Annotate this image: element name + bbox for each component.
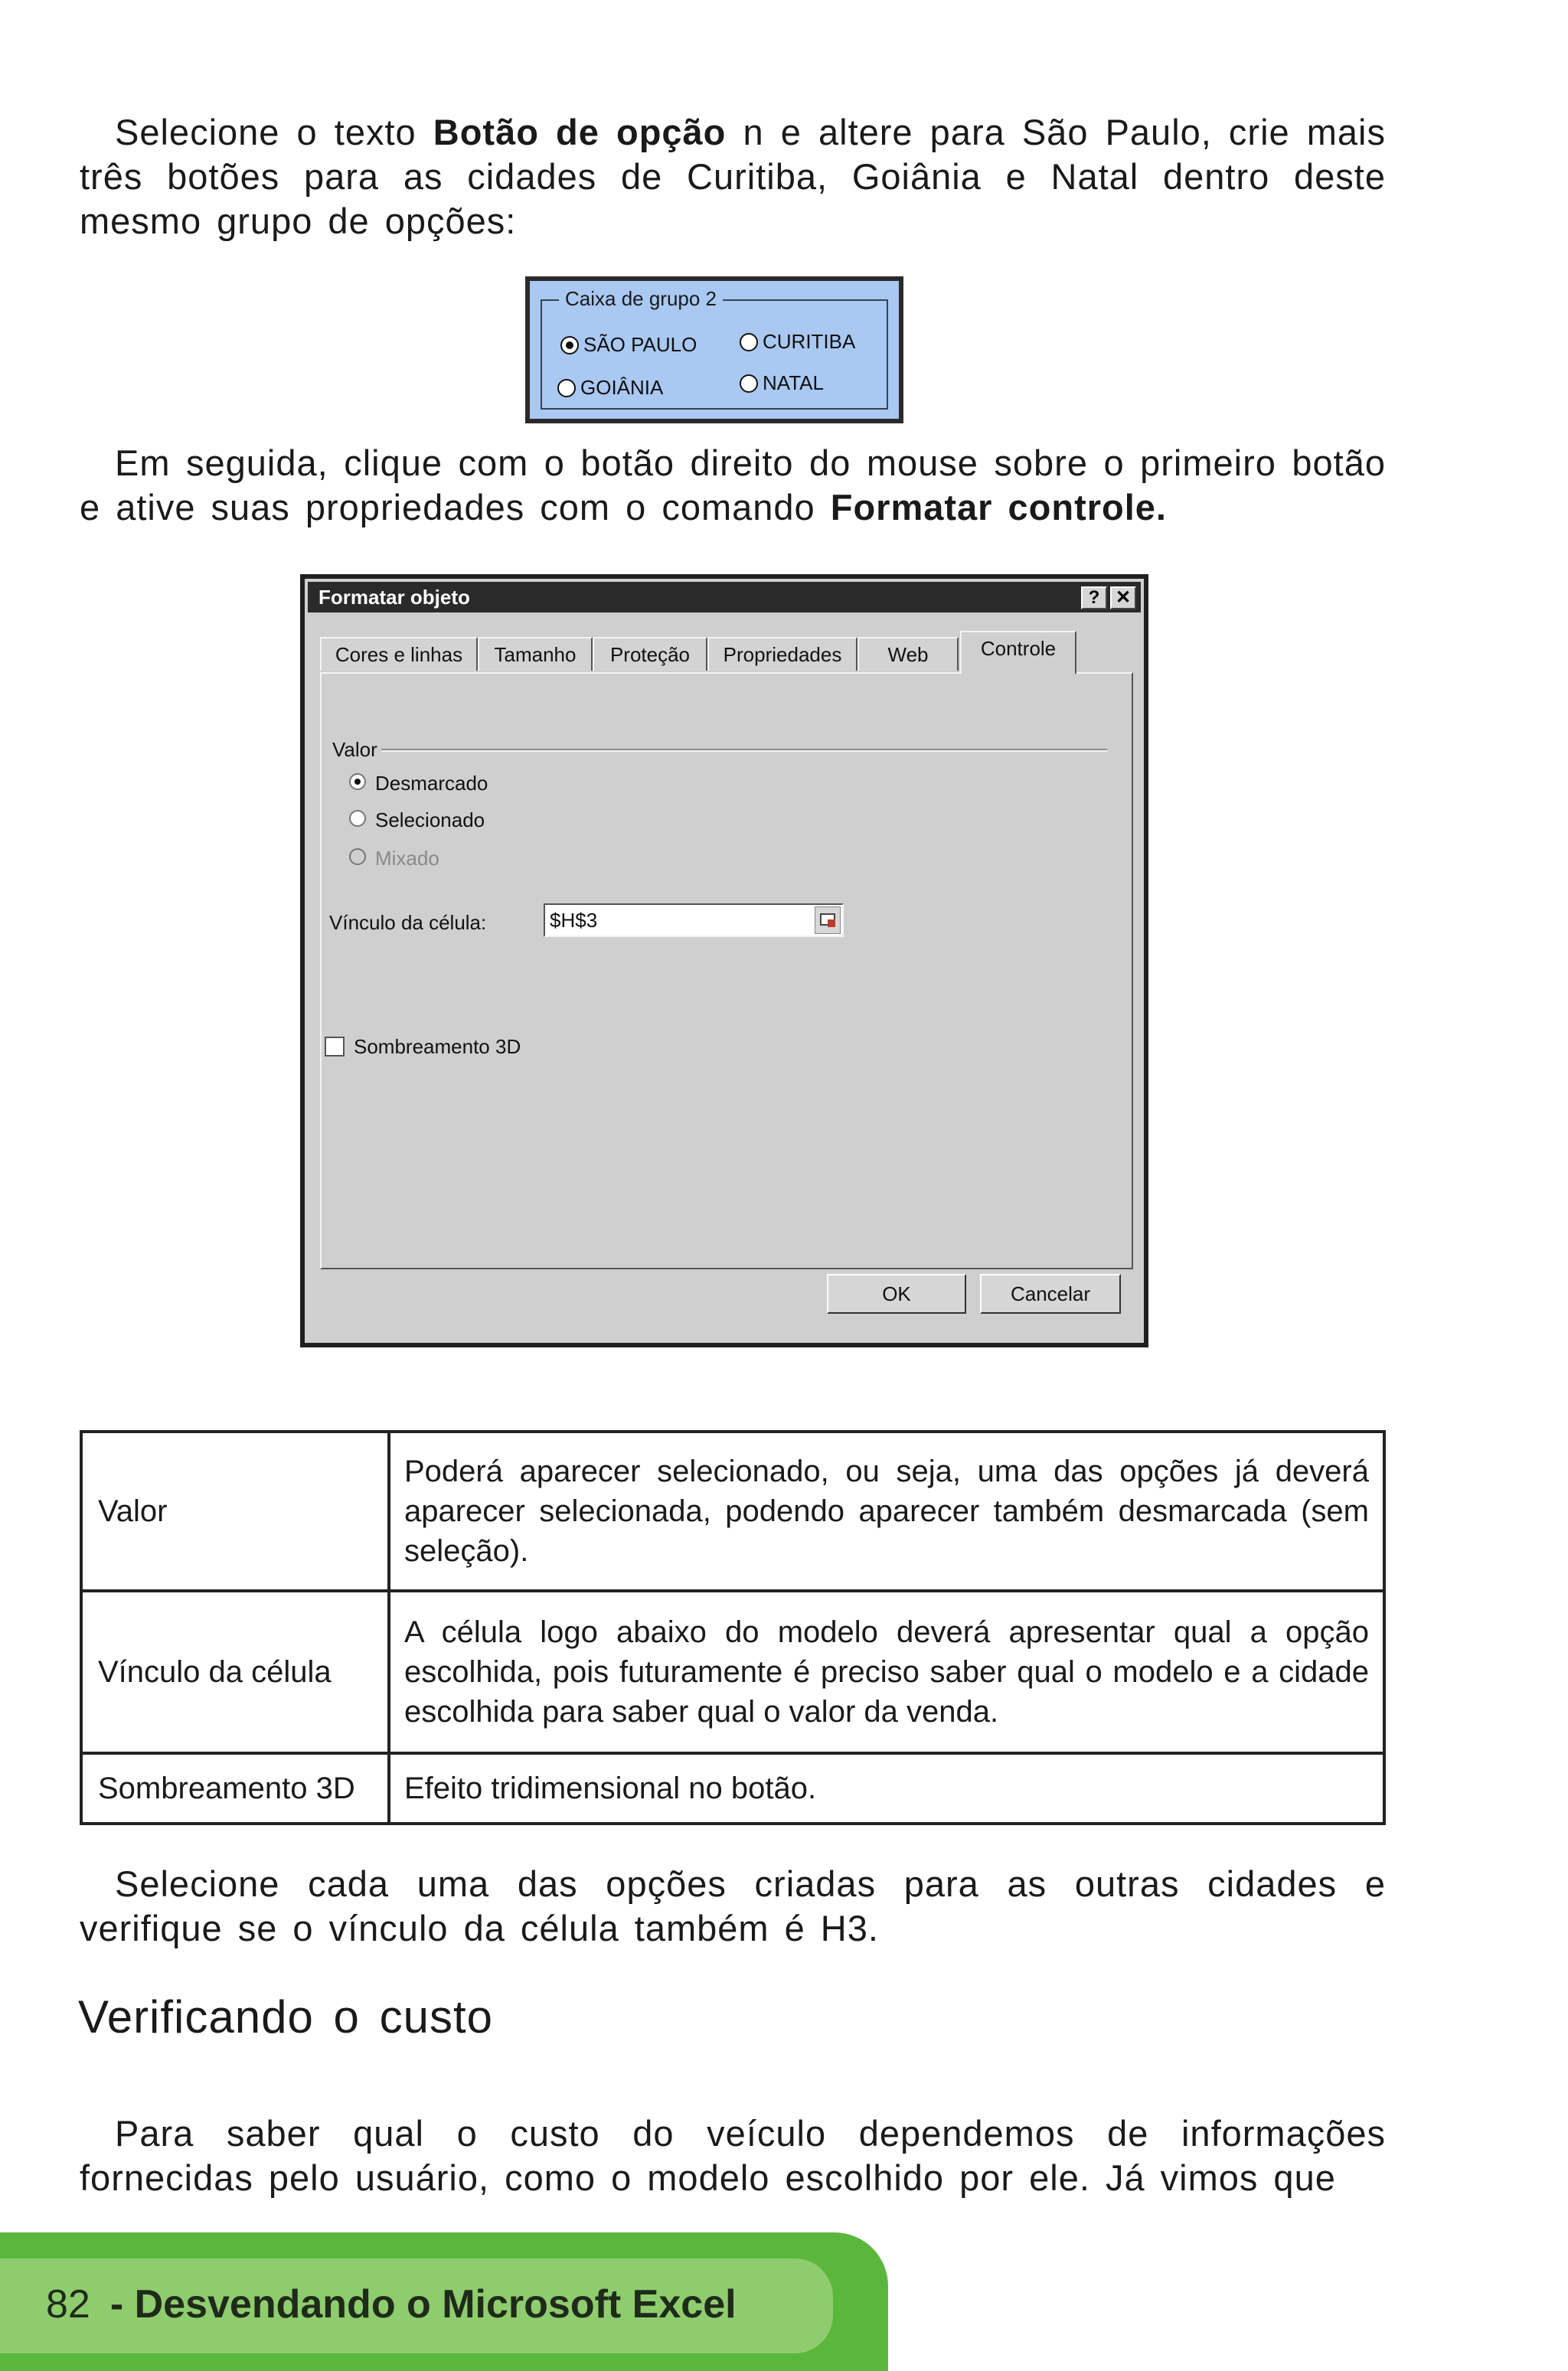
selecionado-label: Selecionado (375, 808, 485, 831)
table-desc: Poderá aparecer selecionado, ou seja, uma das opções já deverá aparecer selecionada, podendo aparecer também desmarcada (sem seleção). (389, 1432, 1384, 1591)
option-natal[interactable] (740, 371, 824, 395)
radio-icon (557, 379, 576, 397)
tab-tamanho[interactable]: Tamanho (478, 637, 593, 671)
cancel-button[interactable]: Cancelar (980, 1274, 1121, 1314)
desmarcado-label: Desmarcado (375, 772, 488, 795)
cell-link-input[interactable] (544, 903, 844, 937)
format-object-dialog (300, 574, 1148, 1347)
cell-link-label: Vínculo da célula: (329, 911, 487, 934)
tab-controle[interactable]: Controle (960, 631, 1076, 674)
close-button[interactable]: ✕ (1110, 586, 1136, 609)
option-sao-paulo[interactable] (560, 333, 697, 357)
help-button[interactable]: ? (1081, 586, 1107, 609)
cell-link-value: $H$3 (550, 909, 598, 932)
table-term: Sombreamento 3D (81, 1753, 389, 1824)
paragraph-intro (80, 110, 1386, 243)
controle-panel (320, 672, 1133, 1269)
tab-cores-e-linhas[interactable]: Cores e linhas (320, 637, 478, 671)
radio-icon (740, 333, 758, 351)
option-curitiba[interactable] (740, 330, 855, 354)
table-row (81, 1753, 1384, 1824)
option-goiania[interactable] (557, 376, 663, 400)
group-box-screenshot (525, 276, 903, 423)
dialog-title: Formatar objeto (318, 586, 470, 609)
shading-3d-checkbox[interactable] (325, 1037, 345, 1056)
table-desc: Efeito tridimensional no botão. (389, 1753, 1384, 1824)
paragraph-text: n e altere para São Paulo, crie mais três botões para as cidades de Curitiba, Goiânia e Natal dentro deste mesmo grupo de opções: (80, 112, 1387, 241)
table-row (81, 1591, 1384, 1753)
group-separator (381, 749, 1107, 752)
radio-selected-icon (560, 336, 579, 354)
paragraph-text: Selecione cada uma das opções criadas para as outras cidades e verifique se o vínculo da célula também é H3. (80, 1863, 1386, 1948)
value-group-label: Valor (332, 738, 377, 761)
table-term: Vínculo da célula (81, 1591, 389, 1753)
option-label: SÃO PAULO (583, 333, 697, 356)
tab-propriedades[interactable]: Propriedades (707, 637, 858, 671)
book-title: - Desvendando o Microsoft Excel (109, 2282, 737, 2327)
paragraph-instruction (80, 441, 1386, 530)
option-label: NATAL (763, 371, 824, 394)
table-desc: A célula logo abaixo do modelo deverá apresentar qual a opção escolhida, pois futuramente é preciso saber qual o modelo e a cidade escolhida para saber qual o valor da venda. (389, 1591, 1384, 1753)
section-heading: Verificando o custo (78, 1991, 493, 2043)
option-label: CURITIBA (763, 330, 856, 353)
mixado-label: Mixado (375, 847, 439, 870)
paragraph-text: Para saber qual o custo do veículo dependemos de informações fornecidas pelo usuário, como o modelo escolhido por ele. Já vimos que (80, 2113, 1386, 2198)
footer (46, 2281, 737, 2327)
bold-term: Formatar controle. (830, 487, 1167, 527)
radio-desmarcado[interactable] (349, 773, 366, 790)
ok-button[interactable]: OK (827, 1274, 966, 1314)
properties-table (80, 1430, 1386, 1825)
option-label: GOIÂNIA (580, 376, 664, 399)
radio-icon (740, 374, 758, 393)
radio-mixado (349, 848, 366, 865)
tab-protecao[interactable]: Proteção (593, 637, 707, 671)
dialog-titlebar (308, 582, 1141, 612)
bold-term: Botão de opção (433, 112, 727, 152)
paragraph-text: Selecione o texto (115, 112, 433, 152)
radio-selecionado[interactable] (349, 810, 366, 827)
paragraph-text: Em seguida, clique com o botão direito do mouse sobre o primeiro botão e ative suas propriedades com o comando (80, 443, 1386, 527)
paragraph-verify (80, 1862, 1386, 1951)
table-term: Valor (81, 1432, 389, 1591)
table-row (81, 1432, 1384, 1591)
paragraph-cost (80, 2111, 1386, 2200)
collapse-dialog-icon[interactable] (815, 906, 841, 934)
group-box-title: Caixa de grupo 2 (559, 287, 723, 311)
tab-web[interactable]: Web (858, 637, 959, 671)
page-number: 82 (46, 2282, 90, 2327)
shading-3d-label: Sombreamento 3D (354, 1035, 521, 1058)
